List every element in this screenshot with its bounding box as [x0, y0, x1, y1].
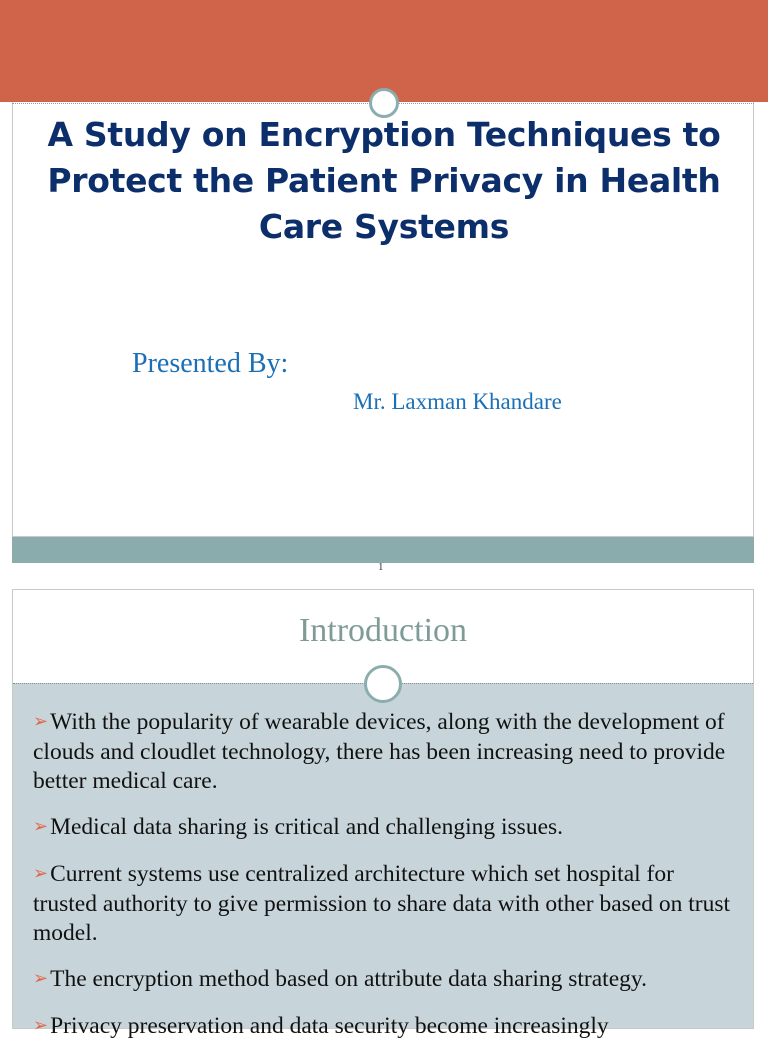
list-item	[33, 1012, 733, 1042]
ring-ornament-icon	[364, 665, 402, 703]
slide1-title: A Study on Encryption Techniques to Protect the Patient Privacy in Health Care Systems	[47, 115, 721, 246]
arrow-right-icon: ➢	[33, 968, 49, 988]
arrow-right-icon: ➢	[33, 1015, 49, 1035]
page-number: 1	[378, 561, 384, 573]
slide2-title: Introduction	[298, 612, 468, 649]
bullet-text: Privacy preservation and data security become increasingly	[50, 1013, 609, 1039]
list-item	[33, 708, 733, 796]
arrow-right-icon: ➢	[33, 816, 49, 836]
list-item	[33, 965, 733, 995]
bullet-text: Current systems use centralized architecture which set hospital for trusted authority to give permission to share data with other based on trust model.	[33, 861, 731, 946]
slide1-header-band	[0, 0, 768, 102]
bullet-list	[33, 708, 733, 1059]
presented-by-label: Presented By:	[132, 348, 289, 379]
arrow-right-icon: ➢	[33, 711, 49, 731]
list-item	[33, 813, 733, 843]
list-item	[33, 860, 733, 948]
arrow-right-icon: ➢	[33, 863, 49, 883]
slide1-footer-band	[12, 537, 754, 563]
bullet-text: The encryption method based on attribute data sharing strategy.	[50, 966, 647, 992]
bullet-text: Medical data sharing is critical and challenging issues.	[50, 814, 564, 840]
bullet-text: With the popularity of wearable devices, along with the development of clouds and cloudlet technology, there has been increasing need to provide better medical care.	[33, 709, 726, 794]
presenter-name: Mr. Laxman Khandare	[353, 389, 562, 414]
